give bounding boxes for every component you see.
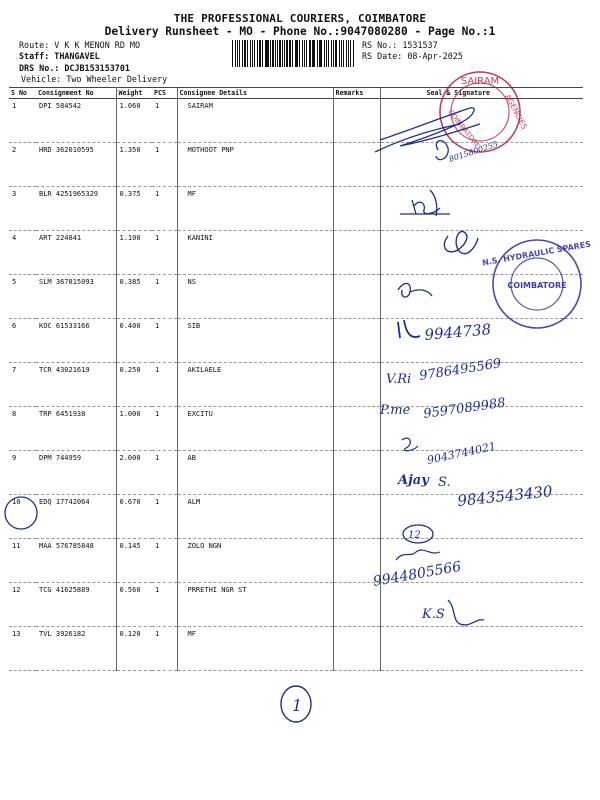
company-title: THE PROFESSIONAL COURIERS, COIMBATORE — [173, 12, 427, 25]
cell-sno: 11 — [9, 539, 36, 583]
cell-weight: 1.060 — [116, 99, 152, 143]
barcode-bar — [272, 40, 273, 67]
vehicle-line: Vehicle: Two Wheeler Delivery — [21, 74, 168, 84]
staff-label: Staff: — [19, 51, 55, 61]
row9-phone: 9043744021 — [425, 439, 498, 467]
table-row — [9, 275, 583, 319]
barcode-bar — [350, 40, 351, 67]
barcode-bar — [346, 40, 347, 67]
consignment-table — [9, 87, 583, 671]
rs-number: RS No.: 1531537 — [362, 40, 438, 50]
barcode-bar — [237, 40, 238, 67]
row8-name: P.me — [380, 403, 411, 418]
ns-stamp-center: COIMBATORE — [507, 281, 567, 290]
cell-pcs: 1 — [152, 99, 177, 143]
col-weight: Weight — [116, 88, 152, 99]
sairam-stamp-bottom: COIMBATORE — [446, 108, 482, 150]
col-remarks: Remarks — [333, 88, 380, 99]
barcode-bar — [275, 40, 276, 67]
barcode-bar — [266, 40, 268, 67]
cell-remarks — [333, 275, 380, 319]
table-header-row — [9, 88, 583, 99]
row6-phone: 9944738 — [423, 320, 492, 344]
barcode-bar — [284, 40, 285, 67]
cell-consignment: TRP 6451938 — [36, 407, 116, 451]
cell-consignee: PRRETHI NGR ST — [177, 583, 333, 627]
cell-consignee: ZOLO NGN — [177, 539, 333, 583]
barcode-bar — [250, 40, 251, 67]
cell-signature — [380, 143, 583, 187]
cell-pcs: 1 — [152, 583, 177, 627]
row10-phone: 9843543430 — [456, 482, 554, 510]
cell-signature — [380, 495, 583, 539]
cell-remarks — [333, 363, 380, 407]
cell-signature — [380, 275, 583, 319]
cell-signature — [380, 187, 583, 231]
cell-remarks — [333, 187, 380, 231]
cell-sno: 6 — [9, 319, 36, 363]
cell-sno: 10 — [9, 495, 36, 539]
barcode-bar — [328, 40, 329, 67]
cell-pcs: 1 — [152, 451, 177, 495]
table-row — [9, 627, 583, 671]
cell-pcs: 1 — [152, 319, 177, 363]
cell-weight: 0.120 — [116, 627, 152, 671]
cell-consignment: ART 224841 — [36, 231, 116, 275]
barcode-bar — [262, 40, 263, 67]
ns-stamp-top: N.S. HYDRAULIC SPARES — [481, 239, 592, 268]
staff-name: THANGAVEL — [54, 51, 100, 61]
drs-line — [19, 63, 130, 74]
cell-weight: 2.000 — [116, 451, 152, 495]
col-consignment: Consignment No — [36, 88, 116, 99]
cell-signature — [380, 583, 583, 627]
cell-signature — [380, 231, 583, 275]
col-seal-signature: Seal & Signature — [380, 88, 583, 99]
barcode-bar — [242, 40, 243, 67]
barcode-bar — [270, 40, 271, 67]
cell-signature — [380, 627, 583, 671]
cell-consignment: MAA 576785848 — [36, 539, 116, 583]
page-number-handwritten: 1 — [292, 696, 303, 715]
cell-consignee: MF — [177, 627, 333, 671]
cell-signature — [380, 451, 583, 495]
barcode-bar — [309, 40, 311, 67]
col-consignee: Consignee Details — [177, 88, 333, 99]
table-row — [9, 539, 583, 583]
barcode-bar — [296, 40, 297, 67]
barcode-bar — [257, 40, 258, 67]
barcode-bar — [299, 40, 300, 67]
barcode-bar — [306, 40, 307, 67]
table-row — [9, 407, 583, 451]
cell-sno: 1 — [9, 99, 36, 143]
cell-pcs: 1 — [152, 539, 177, 583]
row7-phone: 9786495569 — [418, 356, 503, 384]
cell-sno: 2 — [9, 143, 36, 187]
cell-pcs: 1 — [152, 275, 177, 319]
cell-weight: 0.145 — [116, 539, 152, 583]
table-row — [9, 187, 583, 231]
barcode-bar — [319, 40, 320, 67]
barcode-bar — [331, 40, 332, 67]
barcode-bar — [317, 40, 318, 67]
cell-consignee: SIB — [177, 319, 333, 363]
barcode-bar — [302, 40, 303, 67]
cell-pcs: 1 — [152, 363, 177, 407]
cell-remarks — [333, 319, 380, 363]
rs-date: RS Date: 08-Apr-2025 — [362, 51, 463, 61]
barcode-bar — [312, 40, 313, 67]
cell-consignee: AB — [177, 451, 333, 495]
route-line: Route: V K K MENON RD MO — [19, 40, 141, 50]
barcode — [232, 40, 355, 67]
cell-weight: 1.100 — [116, 231, 152, 275]
cell-remarks — [333, 539, 380, 583]
barcode-bar — [324, 40, 325, 67]
cell-signature — [380, 407, 583, 451]
cell-weight: 1.350 — [116, 143, 152, 187]
barcode-bar — [320, 40, 321, 67]
row10-name: Ajay — [398, 473, 429, 488]
barcode-bar — [277, 40, 278, 67]
barcode-bar — [304, 40, 305, 67]
barcode-bar — [279, 40, 280, 67]
cell-signature — [380, 539, 583, 583]
cell-consignee: KANINI — [177, 231, 333, 275]
barcode-bar — [239, 40, 240, 67]
cell-signature — [380, 99, 583, 143]
row8-phone: 9597089988 — [422, 395, 507, 422]
row7-name: V.Ri — [386, 372, 412, 387]
barcode-bar — [339, 40, 340, 67]
cell-sno: 4 — [9, 231, 36, 275]
cell-consignee: NS — [177, 275, 333, 319]
cell-remarks — [333, 231, 380, 275]
barcode-bar — [326, 40, 327, 67]
cell-sno: 13 — [9, 627, 36, 671]
row1-handwritten-note: 8015800255 — [447, 139, 500, 164]
cell-weight: 0.375 — [116, 187, 152, 231]
sairam-stamp-side: AGENCIES — [503, 92, 530, 131]
cell-consignee: EXCITU — [177, 407, 333, 451]
barcode-bar — [341, 40, 342, 67]
col-pcs: PCS — [152, 88, 177, 99]
row12-circled-number: 12 — [408, 530, 421, 541]
table-row — [9, 231, 583, 275]
cell-consignee: AKILAELE — [177, 363, 333, 407]
cell-pcs: 1 — [152, 407, 177, 451]
drs-label: DRS No.: — [19, 63, 65, 73]
cell-consignee: SAIRAM — [177, 99, 333, 143]
barcode-bar — [353, 40, 354, 67]
barcode-bar — [259, 40, 260, 67]
cell-consignee: MF — [177, 187, 333, 231]
cell-signature — [380, 319, 583, 363]
staff-line — [19, 51, 100, 62]
row10-initial: S. — [438, 475, 451, 490]
barcode-bar — [247, 40, 248, 67]
barcode-bar — [335, 40, 337, 67]
barcode-bar — [286, 40, 288, 67]
row12-phone: 9944805566 — [371, 558, 463, 590]
cell-weight: 0.560 — [116, 583, 152, 627]
cell-consignment: HRD 362010595 — [36, 143, 116, 187]
cell-remarks — [333, 451, 380, 495]
barcode-bar — [244, 40, 246, 67]
cell-weight: 0.250 — [116, 363, 152, 407]
cell-pcs: 1 — [152, 143, 177, 187]
barcode-bar — [333, 40, 334, 67]
cell-consignee: MOTHOOT PNP — [177, 143, 333, 187]
cell-weight: 0.385 — [116, 275, 152, 319]
barcode-bar — [295, 40, 296, 67]
cell-remarks — [333, 627, 380, 671]
cell-consignment: TVL 3926182 — [36, 627, 116, 671]
barcode-bar — [289, 40, 290, 67]
cell-consignment: KOC 61533166 — [36, 319, 116, 363]
cell-sno: 3 — [9, 187, 36, 231]
row13-name: K.S — [422, 607, 445, 622]
cell-remarks — [333, 99, 380, 143]
cell-sno: 7 — [9, 363, 36, 407]
cell-weight: 0.670 — [116, 495, 152, 539]
cell-pcs: 1 — [152, 231, 177, 275]
barcode-bar — [343, 40, 344, 67]
cell-sno: 8 — [9, 407, 36, 451]
cell-consignment: TCG 41625889 — [36, 583, 116, 627]
cell-remarks — [333, 407, 380, 451]
table-row — [9, 451, 583, 495]
cell-consignee: ALM — [177, 495, 333, 539]
runsheet-title: Delivery Runsheet - MO - Phone No.:9047080280 - Page No.:1 — [104, 25, 496, 38]
cell-remarks — [333, 583, 380, 627]
barcode-bar — [235, 40, 236, 67]
sairam-stamp-top: SAIRAM — [460, 76, 500, 87]
cell-consignment: DPI 584542 — [36, 99, 116, 143]
cell-weight: 1.000 — [116, 407, 152, 451]
table-row — [9, 319, 583, 363]
cell-sno: 5 — [9, 275, 36, 319]
col-sno: S No — [9, 88, 36, 99]
cell-remarks — [333, 495, 380, 539]
table-row — [9, 495, 583, 539]
cell-consignment: BLR 4251965329 — [36, 187, 116, 231]
drs-number: DCJB153153701 — [64, 63, 130, 73]
cell-consignment: DPM 744959 — [36, 451, 116, 495]
cell-sno: 9 — [9, 451, 36, 495]
cell-signature — [380, 363, 583, 407]
barcode-bar — [252, 40, 253, 67]
table-row — [9, 583, 583, 627]
barcode-bar — [348, 40, 349, 67]
barcode-bar — [254, 40, 255, 67]
cell-pcs: 1 — [152, 495, 177, 539]
cell-consignment: SLM 367815093 — [36, 275, 116, 319]
barcode-bar — [282, 40, 283, 67]
barcode-bar — [292, 40, 293, 67]
cell-weight: 0.400 — [116, 319, 152, 363]
page-number-circle — [281, 686, 311, 722]
table-row — [9, 363, 583, 407]
cell-consignment: TCR 43021619 — [36, 363, 116, 407]
cell-pcs: 1 — [152, 627, 177, 671]
cell-consignment: EDQ 17742064 — [36, 495, 116, 539]
cell-remarks — [333, 143, 380, 187]
table-row — [9, 99, 583, 143]
barcode-bar — [232, 40, 233, 67]
barcode-bar — [265, 40, 266, 67]
cell-sno: 12 — [9, 583, 36, 627]
table-row — [9, 143, 583, 187]
cell-pcs: 1 — [152, 187, 177, 231]
barcode-bar — [313, 40, 314, 67]
